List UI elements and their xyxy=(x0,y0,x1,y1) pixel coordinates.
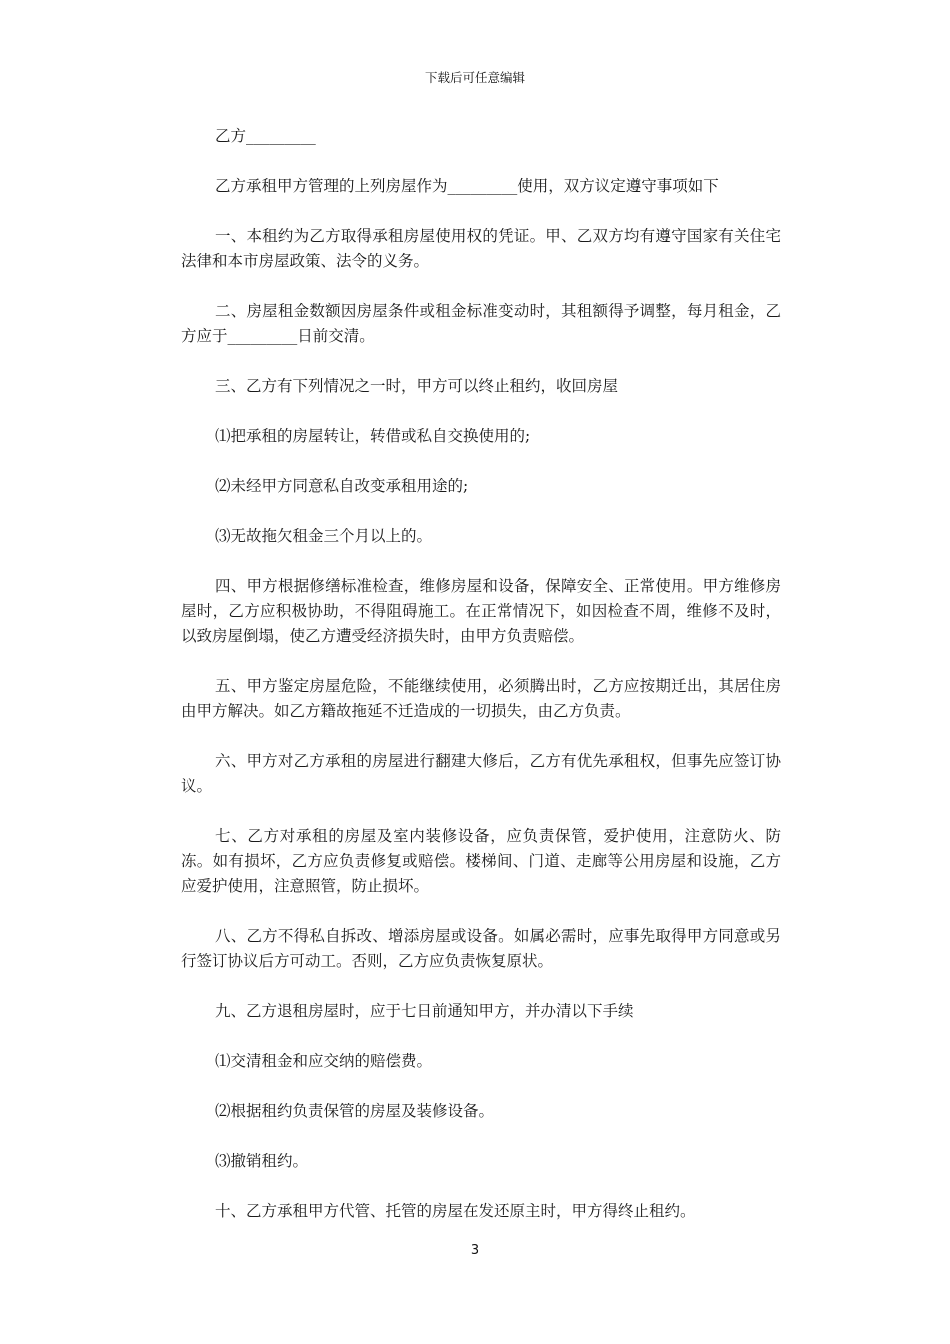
paragraph-clause-2: 二、房屋租金数额因房屋条件或租金标准变动时，其租额得予调整，每月租金，乙方应于_________日前交清。 xyxy=(181,302,781,345)
paragraph-clause-3-item-1: ⑴把承租的房屋转让，转借或私自交换使用的; xyxy=(215,427,531,445)
paragraph-clause-3-item-3: ⑶无故拖欠租金三个月以上的。 xyxy=(215,527,433,545)
paragraph-clause-5: 五、甲方鉴定房屋危险，不能继续使用，必须腾出时，乙方应按期迁出，其居住房由甲方解决。如乙方籍故拖延不迁造成的一切损失，由乙方负责。 xyxy=(181,677,781,720)
header-note: 下载后可任意编辑 xyxy=(424,70,525,85)
paragraph-party-b: 乙方_________ xyxy=(215,127,316,145)
paragraph-clause-8: 八、乙方不得私自拆改、增添房屋或设备。如属必需时，应事先取得甲方同意或另行签订协议后方可动工。否则，乙方应负责恢复原状。 xyxy=(181,927,781,970)
paragraph-clause-10: 十、乙方承租甲方代管、托管的房屋在发还原主时，甲方得终止租约。 xyxy=(215,1202,696,1220)
paragraph-clause-3: 三、乙方有下列情况之一时，甲方可以终止租约，收回房屋 xyxy=(215,377,619,395)
contract-body xyxy=(181,124,781,1249)
page-number: 3 xyxy=(470,1243,480,1258)
paragraph-clause-4: 四、甲方根据修缮标准检查，维修房屋和设备，保障安全、正常使用。甲方维修房屋时，乙方应积极协助，不得阻碍施工。在正常情况下，如因检查不周，维修不及时，以致房屋倒塌，使乙方遭受经济损失时，由甲方负责赔偿。 xyxy=(181,577,781,645)
paragraph-clause-9-item-3: ⑶撤销租约。 xyxy=(215,1152,309,1170)
paragraph-intro: 乙方承租甲方管理的上列房屋作为_________使用，双方议定遵守事项如下 xyxy=(215,177,719,195)
paragraph-clause-9-item-2: ⑵根据租约负责保管的房屋及装修设备。 xyxy=(215,1102,495,1120)
paragraph-clause-9-item-1: ⑴交清租金和应交纳的赔偿费。 xyxy=(215,1052,433,1070)
paragraph-clause-6: 六、甲方对乙方承租的房屋进行翻建大修后，乙方有优先承租权，但事先应签订协议。 xyxy=(181,752,781,795)
paragraph-clause-1: 一、本租约为乙方取得承租房屋使用权的凭证。甲、乙双方均有遵守国家有关住宅法律和本市房屋政策、法令的义务。 xyxy=(181,227,781,270)
paragraph-clause-3-item-2: ⑵未经甲方同意私自改变承租用途的; xyxy=(215,477,469,495)
paragraph-clause-9: 九、乙方退租房屋时，应于七日前通知甲方，并办清以下手续 xyxy=(215,1002,634,1020)
paragraph-clause-7: 七、乙方对承租的房屋及室内装修设备，应负责保管，爱护使用，注意防火、防冻。如有损坏，乙方应负责修复或赔偿。楼梯间、门道、走廊等公用房屋和设施，乙方应爱护使用，注意照管，防止损坏。 xyxy=(181,827,781,895)
